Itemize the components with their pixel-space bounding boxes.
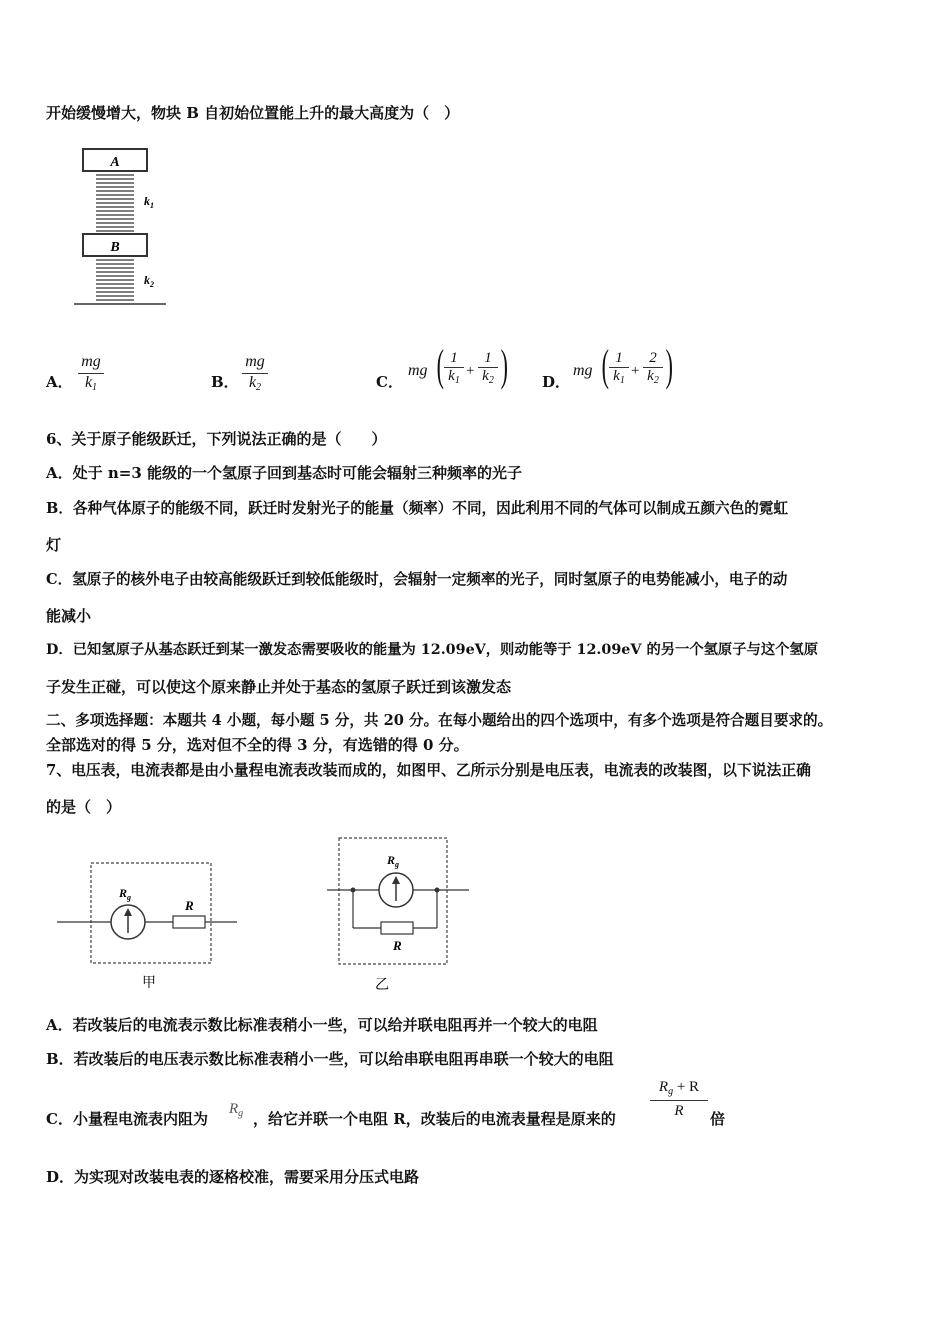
q6-option-c-line2[interactable]: 能减小 xyxy=(46,607,92,625)
r-label: R xyxy=(393,938,402,953)
section2-scoring: 全部选对的得 5 分，选对但不全的得 3 分，有选错的得 0 分。 xyxy=(46,736,469,754)
section2-heading: 二、多项选择题：本题共 4 小题，每小题 5 分，共 20 分。在每小题给出的四个选项中，有多个选项是符合题目要求的。 xyxy=(46,712,833,729)
q6-option-b-line2[interactable]: 灯 xyxy=(46,536,62,554)
q7-option-d[interactable]: D．为实现对改装电表的逐格校准，需要采用分压式电路 xyxy=(46,1168,420,1186)
rg-label: $R_g$ xyxy=(387,853,400,869)
spring-k1 xyxy=(96,175,134,231)
caption-yi: 乙 xyxy=(375,978,389,993)
resistor-r xyxy=(173,916,205,928)
q6-option-d-line2[interactable]: 子发生正碰，可以使这个原来静止并处于基态的氢原子跃迁到该激发态 xyxy=(46,678,512,696)
q7-stem-line1: 7、电压表，电流表都是由小量程电流表改装而成的，如图甲、乙所示分别是电压表，电流表的改装图，以下说法正确 xyxy=(46,762,811,779)
q7-stem-line2: 的是（ ） xyxy=(46,798,122,816)
rg-label: $R_g$ xyxy=(119,886,132,902)
ammeter-circuit-figure xyxy=(325,832,475,997)
dashed-box xyxy=(91,863,211,963)
q6-option-c-line1[interactable]: C．氢原子的核外电子由较高能级跃迁到较低能级时，会辐射一定频率的光子，同时氢原子的电势能减小，电子的动 xyxy=(46,571,788,588)
block-b-label: B xyxy=(110,240,120,255)
q7-option-b[interactable]: B．若改装后的电压表示数比标准表稍小一些，可以给串联电阻再串联一个较大的电阻 xyxy=(46,1050,614,1068)
spring-k2 xyxy=(96,260,134,300)
block-a-label: A xyxy=(110,155,120,170)
rg-symbol: $R_g$ xyxy=(229,1101,244,1119)
r-label: R xyxy=(185,898,194,913)
voltmeter-circuit-figure xyxy=(55,855,245,995)
resistor-r xyxy=(381,922,413,934)
q6-option-a[interactable]: A．处于 n=3 能级的一个氢原子回到基态时可能会辐射三种频率的光子 xyxy=(46,464,522,482)
caption-jia: 甲 xyxy=(142,976,156,991)
c-fraction: $\frac{R_g + R}{R}$ xyxy=(650,1079,708,1120)
spring-block-figure xyxy=(70,145,170,310)
q5-stem-tail: 开始缓慢增大，物块 B 自初始位置能上升的最大高度为（ ） xyxy=(46,104,460,122)
spring-k2-label: $k_2$ xyxy=(144,273,154,289)
spring-k1-label: $k_1$ xyxy=(144,194,154,210)
q6-option-b-line1[interactable]: B．各种气体原子的能级不同，跃迁时发射光子的能量（频率）不同，因此利用不同的气体可以制成五颜六色的霓虹 xyxy=(46,500,789,517)
q6-option-d-line1[interactable]: D．已知氢原子从基态跃迁到某一激发态需要吸收的能量为 12.09eV，则动能等于 12.09eV 的另一个氢原子与这个氢原 xyxy=(46,642,819,658)
q7-option-a[interactable]: A．若改装后的电流表示数比标准表稍小一些，可以给并联电阻再并一个较大的电阻 xyxy=(46,1016,598,1034)
q6-stem: 6、关于原子能级跃迁，下列说法正确的是（ ） xyxy=(46,430,387,448)
